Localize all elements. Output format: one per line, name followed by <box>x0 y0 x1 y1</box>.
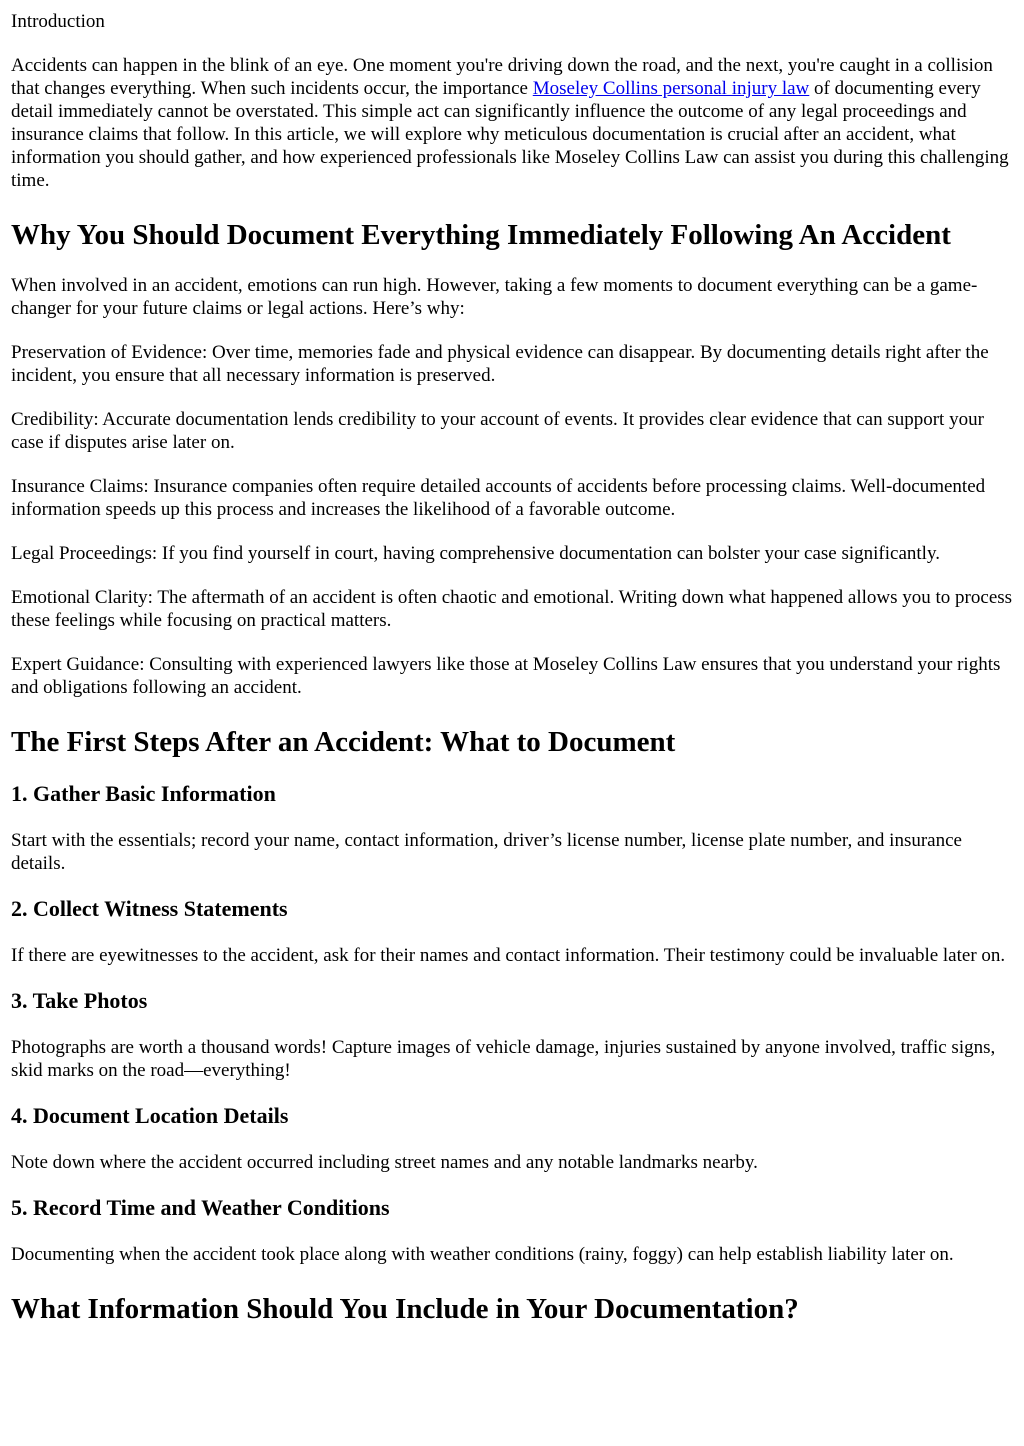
intro-text-before-link: Accidents can happen in the blink of an eye. One moment you're driving down the road, and the next, you're caught in a collision that changes everything. When such incidents occur, the importance <box>11 55 993 99</box>
reason-insurance-claims: Insurance Claims: Insurance companies often require detailed accounts of accidents before processing claims. Well-documented information speeds up this process and increases the likelihood of a favorable outcome. <box>11 476 986 520</box>
reason-credibility: Credibility: Accurate documentation lends credibility to your account of events. It provides clear evidence that can support your case if disputes arise later on. <box>11 409 984 453</box>
section-heading-first-steps: The First Steps After an Accident: What to Document <box>11 726 676 758</box>
section-heading-why-document: Why You Should Document Everything Immediately Following An Accident <box>11 219 951 251</box>
reason-preservation-of-evidence: Preservation of Evidence: Over time, memories fade and physical evidence can disappear. By documenting details right after the incident, you ensure that all necessary information is preserved. <box>11 342 989 386</box>
reason-expert-guidance: Expert Guidance: Consulting with experienced lawyers like those at Moseley Collins Law ensures that you understand your rights and obligations following an accident. <box>11 654 1001 698</box>
intro-text-after-link: of documenting every detail immediately cannot be overstated. This simple act can significantly influence the outcome of any legal proceedings and insurance claims that follow. In this article, we will explore why meticulous documentation is crucial after an accident, what information you should gather, and how experienced professionals like Moseley Collins Law can assist you during this challenging time. <box>11 78 1009 191</box>
step-heading-record-time-weather: 5. Record Time and Weather Conditions <box>11 1195 390 1220</box>
step-text-collect-witness-statements: If there are eyewitnesses to the accident, ask for their names and contact information. Their testimony could be invaluable later on. <box>11 945 1006 966</box>
step-text-record-time-weather: Documenting when the accident took place along with weather conditions (rainy, foggy) can help establish liability later on. <box>11 1244 954 1265</box>
step-text-gather-basic-information: Start with the essentials; record your name, contact information, driver’s license number, license plate number, and insurance details. <box>11 830 962 874</box>
step-heading-take-photos: 3. Take Photos <box>11 988 148 1013</box>
step-heading-collect-witness-statements: 2. Collect Witness Statements <box>11 896 288 921</box>
section-heading-what-information: What Information Should You Include in Your Documentation? <box>11 1293 799 1325</box>
step-heading-document-location-details: 4. Document Location Details <box>11 1103 289 1128</box>
personal-injury-law-link[interactable]: Moseley Collins personal injury law <box>532 78 810 99</box>
section-intro-paragraph: When involved in an accident, emotions can run high. However, taking a few moments to document everything can be a game-changer for your future claims or legal actions. Here’s why: <box>11 275 978 319</box>
step-text-take-photos: Photographs are worth a thousand words! Capture images of vehicle damage, injuries sustained by anyone involved, traffic signs, skid marks on the road—everything! <box>11 1037 996 1081</box>
intro-paragraph <box>11 54 1016 192</box>
intro-label: Introduction <box>11 11 105 32</box>
reason-emotional-clarity: Emotional Clarity: The aftermath of an accident is often chaotic and emotional. Writing down what happened allows you to process these feelings while focusing on practical matters. <box>11 587 1013 631</box>
reason-legal-proceedings: Legal Proceedings: If you find yourself in court, having comprehensive documentation can bolster your case significantly. <box>11 543 940 564</box>
step-heading-gather-basic-information: 1. Gather Basic Information <box>11 781 276 806</box>
step-text-document-location-details: Note down where the accident occurred including street names and any notable landmarks nearby. <box>11 1152 758 1173</box>
